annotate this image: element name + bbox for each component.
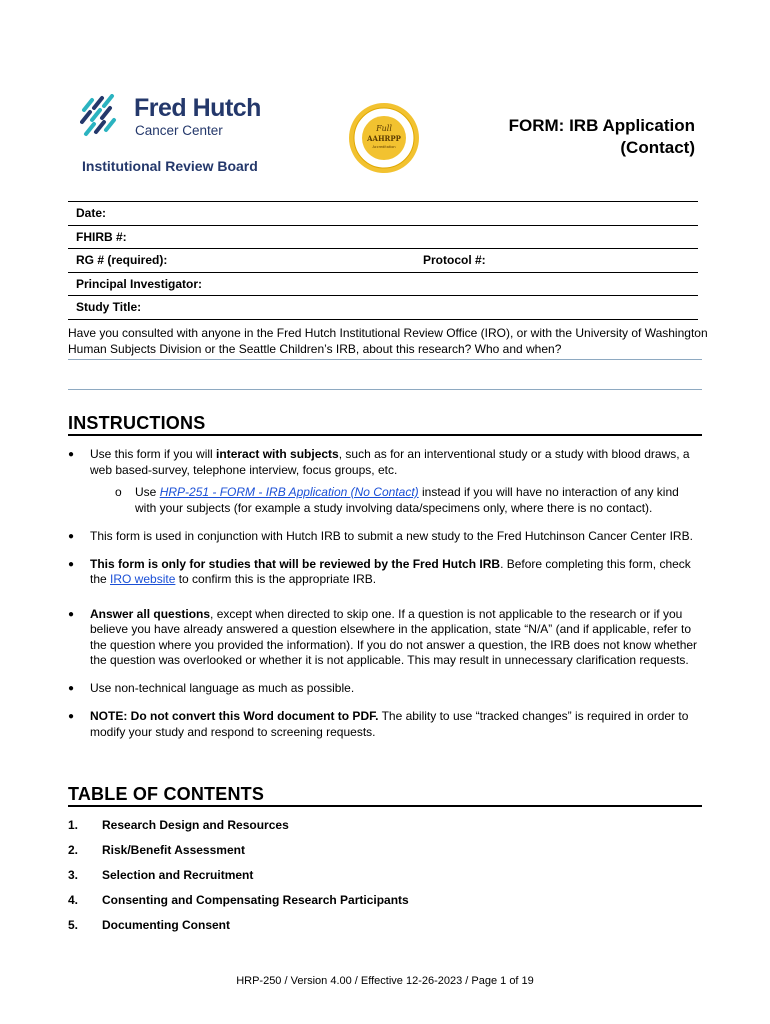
toc-label: Risk/Benefit Assessment [102, 843, 245, 857]
seal-line-2: AAHRPP [367, 134, 401, 143]
list-item [68, 447, 702, 516]
date-field[interactable] [68, 202, 698, 226]
logo-name: Fred Hutch [134, 94, 261, 122]
board-name: Institutional Review Board [82, 158, 258, 174]
bullet-icon: ● [68, 449, 75, 460]
section-divider [68, 805, 702, 807]
study-info-fields [68, 201, 698, 320]
answer-line[interactable] [68, 389, 702, 390]
form-title [435, 115, 695, 159]
protocol-label[interactable]: Protocol #: [423, 253, 486, 268]
item-emphasis: Answer all questions [90, 606, 211, 621]
toc-item[interactable] [68, 843, 702, 868]
bullet-icon: ● [68, 558, 75, 570]
item-text: Use this form if you will [90, 447, 217, 461]
item-text: to confirm this is the appropriate IRB. [175, 572, 377, 586]
study-title-label: Study Title: [76, 300, 142, 315]
toc-number: 5. [68, 918, 79, 932]
bullet-icon: ● [68, 530, 75, 542]
item-emphasis: interact with subjects [216, 447, 339, 461]
toc-item[interactable] [68, 868, 702, 893]
fhirb-field[interactable] [68, 226, 698, 250]
toc-number: 4. [68, 893, 79, 907]
aahrpp-seal [348, 102, 420, 174]
iro-website-link[interactable]: IRO website [110, 572, 176, 586]
form-title-line-2: (Contact) [620, 138, 695, 157]
page-footer: HRP-250 / Version 4.00 / Effective 12-26-2023 / Page 1 of 19 [236, 975, 534, 987]
toc-item[interactable] [68, 918, 702, 943]
bullet-icon: ● [68, 608, 75, 620]
study-title-field[interactable] [68, 296, 698, 320]
hrp-251-link[interactable]: HRP-251 - FORM - IRB Application (No Contact) [159, 485, 419, 499]
instructions-list [68, 447, 702, 753]
pi-label: Principal Investigator: [76, 276, 203, 291]
bullet-icon: ● [68, 683, 75, 694]
fred-hutch-mark-icon [80, 94, 126, 138]
rg-label[interactable]: RG # (required): [76, 253, 168, 268]
list-item [68, 607, 702, 669]
toc-number: 3. [68, 868, 79, 882]
bullet-icon: ● [68, 711, 75, 722]
table-of-contents [68, 818, 702, 943]
section-divider [68, 434, 702, 436]
item-text: , such as for an interventional study or a study with blood draws, a web based-survey, telephone interview, focus groups, etc. [90, 447, 690, 477]
answer-line[interactable] [68, 359, 702, 360]
list-item [68, 681, 702, 697]
toc-label: Consenting and Compensating Research Participants [102, 893, 409, 907]
toc-item[interactable] [68, 818, 702, 843]
fhirb-label: FHIRB #: [76, 229, 127, 244]
fred-hutch-logo [80, 92, 280, 182]
toc-number: 2. [68, 843, 79, 857]
accreditation-seal-icon [348, 102, 420, 174]
item-text: The ability to use “tracked changes” is required in order to modify your study and respond to screening requests. [90, 709, 689, 739]
item-text: , except when directed to skip one. If a question is not applicable to the research or if you believe you have already answered a question elsewhere in the application, state “N/A” (and if applicable, refer to the question where you provided the information). If you do not answer a question, the IRB does not know whether the question was overlooked or whether it is not applicable. This may result in unnecessary clarification requests. [90, 606, 698, 667]
instructions-heading: INSTRUCTIONS [68, 413, 206, 433]
list-item [68, 709, 702, 740]
seal-line-3: Accreditation [372, 145, 396, 149]
sub-list-item [90, 485, 702, 516]
list-item [68, 529, 702, 545]
toc-label: Research Design and Resources [102, 818, 289, 832]
logo-subtitle: Cancer Center [135, 123, 223, 138]
form-title-line-1: FORM: IRB Application [508, 116, 695, 135]
item-emphasis: This form is only for studies that will be reviewed by the Fred Hutch IRB [90, 556, 501, 571]
consultation-question: Have you consulted with anyone in the Fred Hutch Institutional Review Office (IRO), or with the University of Washington Human Subjects Division or the Seattle Children’s IRB, about this research? Who and when? [68, 326, 708, 356]
item-text: instead if you will have no interaction of any kind with your subjects (for example a study involving data/specimens only, where there is no contact). [135, 485, 679, 515]
toc-label: Selection and Recruitment [102, 868, 254, 882]
pi-field[interactable] [68, 273, 698, 297]
date-label: Date: [76, 206, 107, 220]
rg-protocol-row [68, 249, 698, 273]
sub-bullet: o [115, 485, 122, 499]
item-text: Use [135, 485, 160, 499]
toc-number: 1. [68, 818, 79, 832]
item-text: Use non-technical language as much as possible. [90, 681, 355, 695]
toc-item[interactable] [68, 893, 702, 918]
item-text: . Before completing this form, check the [90, 556, 691, 586]
item-text: This form is used in conjunction with Hutch IRB to submit a new study to the Fred Hutchinson Cancer Center IRB. [90, 528, 693, 543]
list-item [68, 557, 702, 588]
toc-heading: TABLE OF CONTENTS [68, 784, 265, 804]
item-emphasis: NOTE: Do not convert this Word document to PDF. [90, 709, 379, 723]
seal-line-1: Full [376, 124, 392, 133]
toc-label: Documenting Consent [102, 918, 230, 932]
